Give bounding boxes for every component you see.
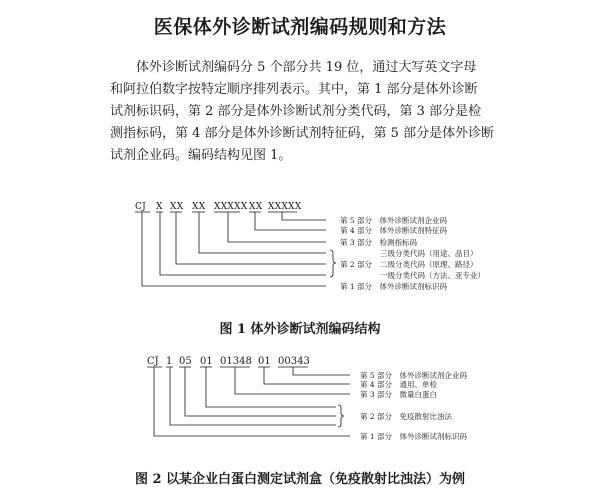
part-label: 第 3 部分 微量白蛋白: [360, 390, 438, 399]
part-label: 二级分类代码（原理、路径）: [380, 260, 478, 269]
code-segment: 00343: [278, 356, 310, 367]
figure-1-caption: 图 1 体外诊断试剂编码结构: [219, 322, 381, 337]
code-segment: XX: [192, 202, 206, 212]
code-segment: CJ: [147, 356, 159, 367]
paragraph-line: 和阿拉伯数字按特定顺序排列表示。其中，第 1 部分是体外诊断: [110, 82, 478, 97]
code-segment: 05: [179, 356, 192, 367]
code-segment: XX: [170, 202, 184, 212]
part-label: 第 4 部分 通用、单检: [360, 380, 438, 389]
paragraph-line: 体外诊断试剂编码分 5 个部分共 19 位，通过大写英文字母: [136, 60, 477, 75]
figure-2-caption: 图 2 以某企业白蛋白测定试剂盒（免疫散射比浊法）为例: [134, 472, 466, 487]
code-segment: XX: [249, 202, 263, 212]
part-label: 第 4 部分 体外诊断试剂特征码: [340, 226, 448, 235]
part-label: 第 2 部分 免疫散射比浊法: [360, 412, 453, 421]
code-segment: XXXXX: [268, 202, 302, 212]
code-segment: XXXXX: [214, 202, 248, 212]
code-segment: 01: [258, 356, 271, 367]
part-label: 第 1 部分 体外诊断试剂标识码: [340, 282, 448, 291]
code-segment: 01: [200, 356, 213, 367]
figure-2-diagram: [0, 350, 600, 450]
paragraph-line: 试剂企业码。编码结构见图 1。: [110, 148, 292, 163]
code-segment: 01348: [220, 356, 252, 367]
paragraph-line: 试剂标识码，第 2 部分是体外诊断试剂分类代码，第 3 部分是检: [110, 104, 482, 119]
part-label: 一级分类代码（方法、亚专业）: [380, 271, 485, 280]
part-label: 第 5 部分 体外诊断试剂企业码: [340, 216, 448, 225]
page-title: 医保体外诊断试剂编码规则和方法: [153, 16, 447, 38]
paragraph-line: 测指标码，第 4 部分是体外诊断试剂特征码，第 5 部分是体外诊断: [110, 126, 495, 141]
code-segment: 1: [166, 356, 173, 367]
part-label: 第 3 部分 检测指标码: [340, 238, 418, 247]
part-label: 第 1 部分 体外诊断试剂标识码: [360, 432, 468, 441]
part-label: 三级分类代码（用途、品目）: [380, 249, 478, 258]
code-segment: CJ: [135, 202, 147, 212]
figure-1-diagram: [0, 195, 600, 305]
code-segment: X: [156, 202, 163, 212]
part-label: 第 5 部分 体外诊断试剂企业码: [360, 371, 468, 380]
part-label: 第 2 部分: [340, 260, 373, 269]
